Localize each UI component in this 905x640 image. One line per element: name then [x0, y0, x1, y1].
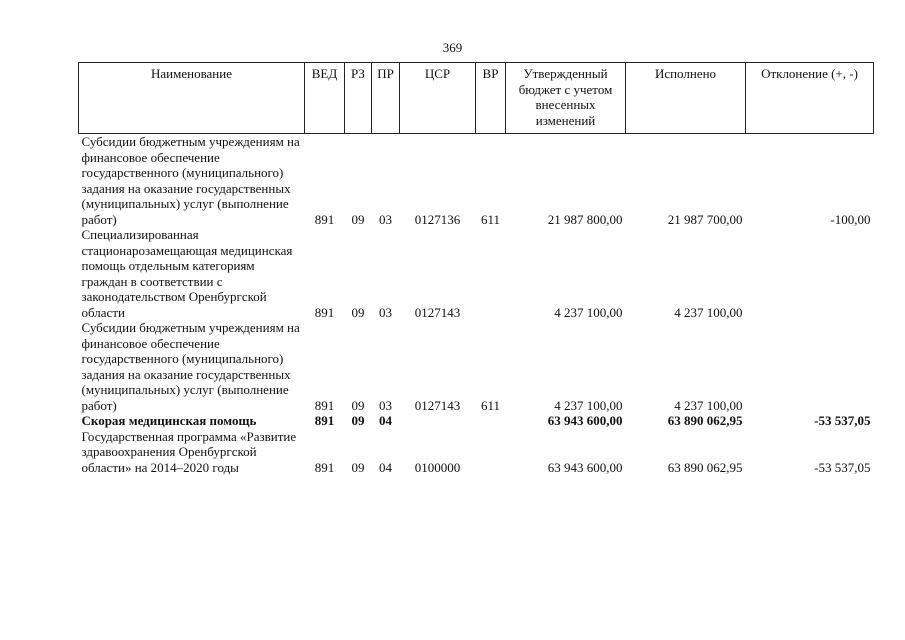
cell-name: Специализированная стационарозамещающая медицинская помощь отдельным категориям граждан в соответствии с законодательством Оренбургской области	[81, 227, 293, 320]
cell-name: Субсидии бюджетным учреждениям на финансовое обеспечение государственного (муниципального) задания на оказание государственных (муниципальных) услуг (выполнение работ)	[81, 320, 300, 413]
cell-pr: 03	[379, 211, 392, 227]
cell-executed: 4 237 100,00	[674, 304, 743, 320]
cell-name: Субсидии бюджетным учреждениям на финансовое обеспечение государственного (муниципального) задания на оказание государственных (муниципальных) услуг (выполнение работ)	[81, 134, 300, 227]
header-ved: ВЕД	[305, 63, 345, 134]
cell-pr: 03	[379, 397, 392, 413]
cell-deviation: -53 537,05	[814, 413, 871, 428]
cell-deviation	[746, 320, 874, 413]
header-deviation: Отклонение (+, -)	[746, 63, 874, 134]
cell-executed: 63 890 062,95	[667, 413, 743, 428]
cell-executed: 4 237 100,00	[674, 397, 743, 413]
cell-deviation: -100,00	[830, 211, 871, 227]
table-row	[79, 227, 874, 320]
cell-approved: 21 987 800,00	[547, 211, 623, 227]
cell-name: Государственная программа «Развитие здравоохранения Оренбургской области» на 2014–2020 годы	[81, 428, 297, 475]
cell-rz: 09	[351, 397, 365, 413]
cell-approved: 4 237 100,00	[554, 304, 623, 320]
cell-rz: 09	[351, 211, 365, 227]
cell-executed: 63 890 062,95	[667, 459, 743, 475]
table-header	[79, 63, 874, 134]
cell-ved: 891	[314, 459, 335, 475]
cell-deviation: -53 537,05	[814, 459, 871, 475]
header-pr: ПР	[372, 63, 400, 134]
cell-vr: 611	[480, 397, 501, 413]
table-row	[79, 429, 874, 476]
cell-approved: 63 943 600,00	[547, 459, 623, 475]
cell-approved: 4 237 100,00	[554, 397, 623, 413]
budget-execution-table	[78, 62, 874, 475]
header-name: Наименование	[79, 63, 305, 134]
cell-rz: 09	[351, 413, 365, 428]
cell-deviation	[746, 227, 874, 320]
table-row	[79, 320, 874, 413]
table-row	[79, 413, 874, 429]
header-approved: Утвержденный бюджет с учетом внесенных изменений	[506, 63, 626, 134]
cell-rz: 09	[351, 304, 365, 320]
cell-name: Скорая медицинская помощь	[81, 413, 257, 428]
cell-csr: 0127143	[414, 397, 461, 413]
cell-vr	[476, 429, 506, 476]
cell-ved: 891	[314, 413, 335, 428]
header-csr: ЦСР	[400, 63, 476, 134]
page-number: 369	[442, 40, 463, 55]
cell-vr	[476, 413, 506, 429]
header-vr: ВР	[476, 63, 506, 134]
cell-pr: 04	[379, 459, 392, 475]
header-executed: Исполнено	[626, 63, 746, 134]
cell-csr: 0100000	[414, 459, 461, 475]
cell-csr	[400, 413, 476, 429]
cell-pr: 03	[379, 304, 392, 320]
cell-ved: 891	[314, 211, 335, 227]
table-body	[79, 134, 874, 476]
header-rz: РЗ	[345, 63, 372, 134]
cell-csr: 0127143	[414, 304, 461, 320]
cell-ved: 891	[314, 304, 335, 320]
cell-vr: 611	[480, 211, 501, 227]
cell-vr	[476, 227, 506, 320]
cell-approved: 63 943 600,00	[547, 413, 623, 428]
table-row	[79, 134, 874, 228]
cell-ved: 891	[314, 397, 335, 413]
cell-executed: 21 987 700,00	[667, 211, 743, 227]
cell-csr: 0127136	[414, 211, 461, 227]
cell-pr: 04	[379, 413, 392, 428]
cell-rz: 09	[351, 459, 365, 475]
